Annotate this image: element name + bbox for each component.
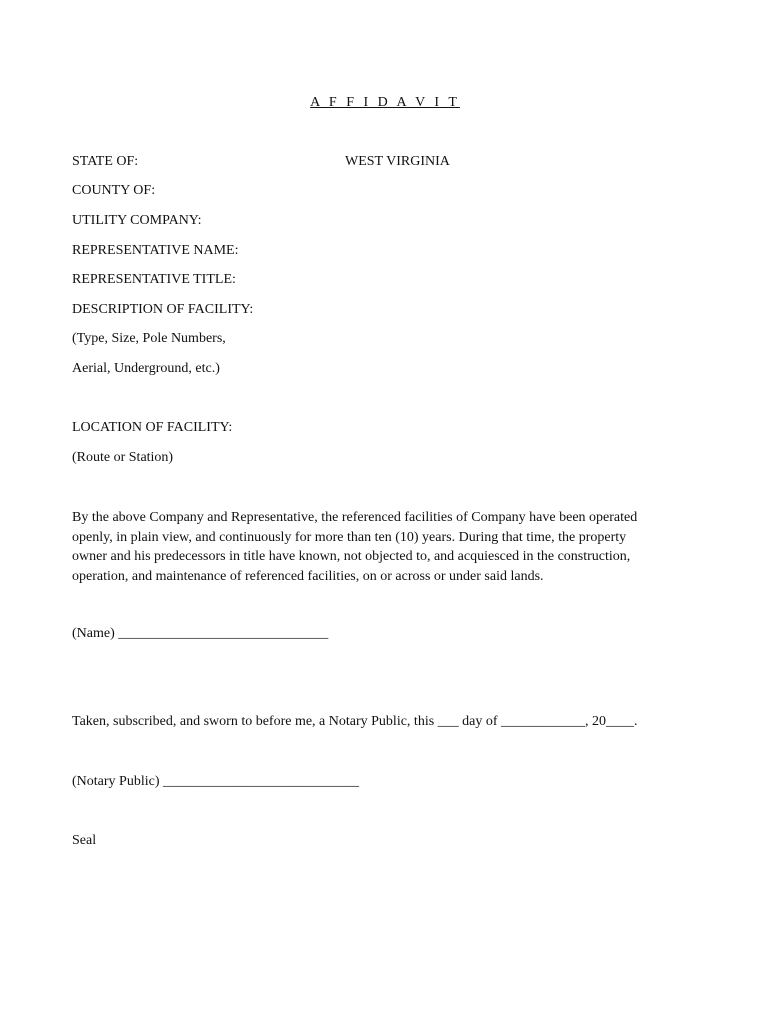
name-signature-line: (Name) ______________________________: [72, 626, 329, 641]
representative-title-label: REPRESENTATIVE TITLE:: [72, 272, 236, 287]
notary-public-signature-line: (Notary Public) ____________________________: [72, 774, 359, 789]
facility-location-hint: (Route or Station): [72, 450, 174, 465]
facility-description-hint-1: (Type, Size, Pole Numbers,: [72, 331, 226, 346]
affidavit-statement: [72, 508, 712, 586]
seal-label: Seal: [72, 833, 97, 848]
state-label: STATE OF:: [72, 154, 139, 169]
state-value: WEST VIRGINIA: [345, 154, 450, 169]
representative-name-label: REPRESENTATIVE NAME:: [72, 243, 239, 258]
statement-line: operation, and maintenance of referenced facilities, on or across or under said lands.: [72, 568, 544, 584]
document-title: A F F I D A V I T: [310, 95, 460, 110]
facility-description-hint-2: Aerial, Underground, etc.): [72, 361, 220, 376]
statement-line: openly, in plain view, and continuously for more than ten (10) years. During that time, the property: [72, 529, 627, 545]
utility-company-label: UTILITY COMPANY:: [72, 213, 202, 228]
statement-line: By the above Company and Representative, the referenced facilities of Company have been operated: [72, 510, 638, 525]
county-label: COUNTY OF:: [72, 183, 156, 198]
statement-line: owner and his predecessors in title have known, not objected to, and acquiesced in the construction,: [72, 549, 631, 564]
notary-sworn-statement: Taken, subscribed, and sworn to before me, a Notary Public, this ___ day of ____________, 20____.: [72, 714, 638, 729]
facility-location-label: LOCATION OF FACILITY:: [72, 420, 233, 435]
facility-description-label: DESCRIPTION OF FACILITY:: [72, 302, 254, 317]
